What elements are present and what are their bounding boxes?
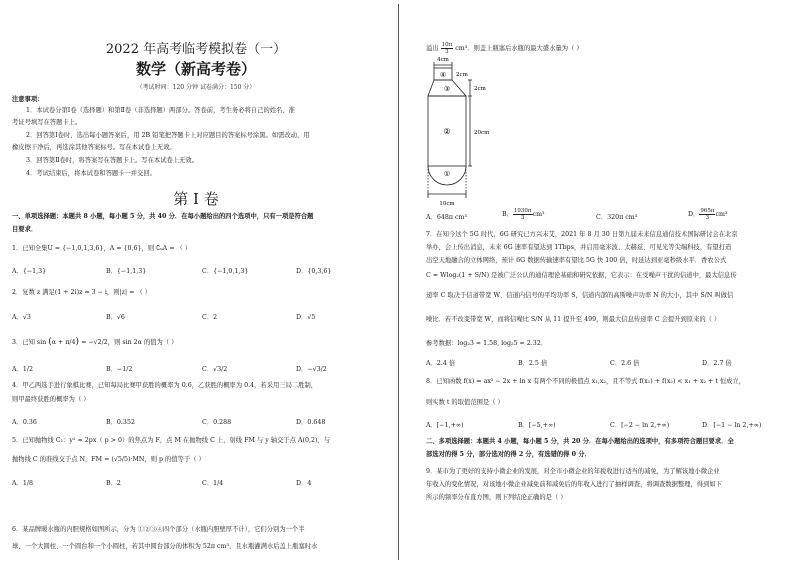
thermos-liner-figure: [426, 56, 506, 208]
note-line: 考证号填写在答题卡上。: [12, 119, 82, 126]
q4-option-a[interactable]: A．0.36: [12, 419, 37, 426]
q2-option-c[interactable]: C．2: [202, 314, 218, 321]
section2-heading: 二、多项选择题：本题共 4 小题，每小题 5 分，共 20 分．在每小题给出的选项中，有多项符合题目要求．全: [426, 438, 734, 445]
q8-stem: 8．已知函数 f(x) = ax² − 2x + ln x 有两个不同的极值点 x₁,x₂，且不等式 f(x₁) + f(x₂) < x₁ + x₂ + t 恒成立，: [426, 378, 746, 385]
q8-option-b[interactable]: B．[−5,+∞): [518, 422, 556, 429]
q1-option-c[interactable]: C．{−1,0,1,3}: [202, 268, 249, 275]
figure-top-width-label: 4cm: [437, 57, 449, 63]
q4-stem: 4．甲乙两选手进行象棋比赛，已知每局比赛甲获胜的概率为 0.6，乙获胜的概率为 0.4，若采用三局二胜制，: [12, 382, 318, 389]
q2-option-b[interactable]: B．√6: [106, 314, 125, 321]
exam-subtitle: 数学（新高考卷）: [135, 60, 256, 78]
q7-line: C = Wlog₂(1 + S/N) 是被广泛公认的通信理论基础和研究依据，它表示：在受噪声干扰的信道中，最大信息传: [426, 272, 737, 279]
q7-line: 出空天地融合的立体网络，预计 6G 数据传输速率有望比 5G 快 100 倍，时延达到亚毫秒级水平．香农公式: [426, 257, 727, 264]
q5-stem: 5．已知抛物线 C₁：y² = 2px（ p > 0）的焦点为 F，点 M 在抛物线 C 上，射线 FM 与 y 轴交于点 A(0,2)，与: [12, 437, 331, 444]
figure-part1-label: ①: [443, 170, 451, 178]
q3-option-b[interactable]: B．−1/2: [106, 366, 133, 373]
q4-option-b[interactable]: B．0.352: [106, 419, 135, 426]
right-column: [406, 0, 786, 562]
q9-line: 所示的频率分布直方图，则下列结论正确的是（ ）: [426, 494, 567, 501]
figure-part4-label: ④: [439, 71, 447, 79]
q6-overflow-fraction: $\frac{10\pi}{3}$: [441, 42, 453, 55]
column-divider: [398, 4, 399, 560]
q6-option-a[interactable]: A．648π cm³: [426, 214, 468, 221]
note-line: 3．回答第Ⅱ卷时，将答案写在答题卡上。写在本试卷上无效。: [26, 157, 199, 164]
q5-option-d[interactable]: D．4: [296, 480, 312, 487]
figure-part3-label: ③: [443, 85, 451, 93]
note-line: 橡皮擦干净后，再选涂其他答案标号。写在本试卷上无效。: [12, 144, 176, 151]
notes-heading: 注意事项：: [12, 96, 44, 103]
exam-time-info: （考试时间：120 分钟 试卷满分：150 分）: [136, 84, 256, 91]
q6-stem-end: 溢出 $\frac{10\pi}{3}$ cm³．则盖上瓶塞后水瓶的最大盛水量为（ ）: [426, 42, 583, 55]
q1-option-b[interactable]: B．{−1,1,3}: [106, 268, 147, 275]
note-line: 1．本试卷分第Ⅰ卷（选择题）和第Ⅱ卷（非选择题）两部分。答卷前，考生务必将自己的姓名、准: [26, 107, 295, 114]
exam-title: 2022 年高考临考模拟卷（一）: [105, 42, 287, 57]
section2-heading-cont: 部选对的得 5 分，部分选对的得 2 分，有选错的得 0 分．: [426, 451, 591, 458]
q2-option-d[interactable]: D．√5: [296, 314, 316, 321]
q3-stem: 3．已知 sin (α + π/4) = −√2/2，则 sin 2α 的值为（ ）: [12, 337, 178, 347]
volume-title: 第 Ⅰ 卷: [173, 190, 219, 208]
figure-small-cyl-height-label: 2cm: [456, 72, 468, 78]
figure-bottom-width-label: 10cm: [439, 201, 455, 207]
q7-line: 举办，会上传出消息，未来 6G 速率有望达到 1Tbps，并启用毫米波、太赫兹、可见光等尖端科技，有望打造: [426, 244, 732, 251]
q6-option-b[interactable]: B． $\frac{1930\pi}{3}$ cm³: [502, 208, 545, 221]
q9-line: 年收入的变化情况，对该地小微企业减免前和减免后的年收入进行了抽样调查，将调查数据整理，得到如下: [426, 481, 722, 488]
q8-option-d[interactable]: D．[−1 − ln 2,+∞): [702, 422, 762, 429]
q7-option-b[interactable]: B．2.5 倍: [518, 360, 548, 367]
q2-option-a[interactable]: A．√3: [12, 314, 31, 321]
q4-stem-cont: 则甲最终获胜的概率为（ ）: [12, 396, 90, 403]
q8-option-c[interactable]: C．[−2 − ln 2,+∞): [610, 422, 670, 429]
q7-option-a[interactable]: A．2.4 倍: [426, 360, 456, 367]
q7-line: 递率 C 取决于信道带宽 W、信道内信号的平均功率 S，信道内部的高斯噪声功率 N 的大小，其中 S/N 叫做信: [426, 292, 734, 299]
q5-option-b[interactable]: B．2: [106, 480, 121, 487]
q3-stem-eq: = −√2/2，则 sin 2α 的值为（ ）: [81, 339, 178, 346]
figure-cylinder-height-label: 20cm: [474, 130, 490, 136]
figure-frustum-height-label: 2cm: [474, 86, 486, 92]
q1-option-a[interactable]: A．{−1,3}: [12, 268, 47, 275]
q3-stem-prefix: 3．已知 sin: [12, 339, 47, 346]
q5-stem-cont: 抛物线 C 的准线交于点 N，FM = (√5/5)·MN，则 p 的值等于（ ）: [12, 456, 205, 463]
q1-option-d[interactable]: D．{0,3,6}: [296, 268, 332, 275]
q9-line: 9．某市为了更好的支持小微企业的发展，对全市小微企业的年税收进行适当的减免，为了解该地小微企业: [426, 468, 720, 475]
q6-option-d[interactable]: D． $\frac{965\pi}{3}$ cm³: [688, 208, 728, 221]
q6-option-c[interactable]: C．320π cm³: [596, 214, 638, 221]
q3-option-d[interactable]: D．−√3/2: [296, 366, 327, 373]
q3-option-c[interactable]: C．√3/2: [202, 366, 228, 373]
figure-part2-label: ②: [443, 127, 451, 136]
q8-stem-cont: 则实数 t 的取值范围是（ ）: [426, 399, 504, 406]
q1-stem: 1．已知全集U = {−1,0,1,3,6}，A = {0,6}，则 ∁ᵤA = （ ）: [12, 245, 192, 252]
q7-option-c[interactable]: C．2.6 倍: [610, 360, 640, 367]
section1-heading-cont: 目要求．: [12, 226, 38, 233]
q6-stem-cont: 球、一个大圆柱、一个圆台和一个小圆柱，若其中圆台部分的体积为 52π cm³，且水瓶灌满水后盖上瓶塞时水: [12, 543, 318, 550]
q7-line: 噪比．若不改变带宽 W，而将信噪比 S/N 从 11 提升至 499，则最大信息传递率 C 会提升到原来的（ ）: [426, 316, 721, 323]
q3-stem-arg: α + π/4: [51, 339, 76, 346]
note-line: 2．回答第Ⅰ卷时，选出每小题答案后，用 2B 铅笔把答题卡上对应题目的答案标号涂黑。如需改动，用: [26, 132, 310, 139]
left-column: [6, 0, 386, 562]
q7-line: 7．在知今这个 5G 时代，6G 研究已方兴未艾，2021 年 8 月 30 日第九届未来信息通信技术国际研讨会在北京: [426, 231, 738, 238]
q4-option-d[interactable]: D．0.648: [296, 419, 326, 426]
note-line: 4．考试结束后，将本试卷和答题卡一并交回。: [26, 170, 156, 177]
section1-heading: 一、单项选择题：本题共 8 小题，每小题 5 分，共 40 分．在每小题给出的四个选项中，只有一项是符合题: [12, 213, 314, 220]
q3-option-a[interactable]: A．1/2: [12, 366, 33, 373]
q5-option-a[interactable]: A．1/8: [12, 480, 33, 487]
q8-option-a[interactable]: A．[−1,+∞): [426, 422, 464, 429]
q4-option-c[interactable]: C．0.288: [202, 419, 232, 426]
q7-option-d[interactable]: D．2.7 倍: [702, 360, 732, 367]
q6-stem: 6．某品牌暖水瓶的内胆规格如图所示，分为 ①②③④四个部分（水瓶内胆壁厚不计），它们分别为一个半: [12, 526, 305, 533]
q2-stem: 2．复数 z 满足(1 + 2i)z = 3 − i，则|z| = （ ）: [12, 289, 151, 296]
q5-option-c[interactable]: C．1/4: [202, 480, 224, 487]
q7-reference-data: 参考数据：log₂3 ≈ 1.58, log₂5 ≈ 2.32．: [426, 340, 548, 347]
